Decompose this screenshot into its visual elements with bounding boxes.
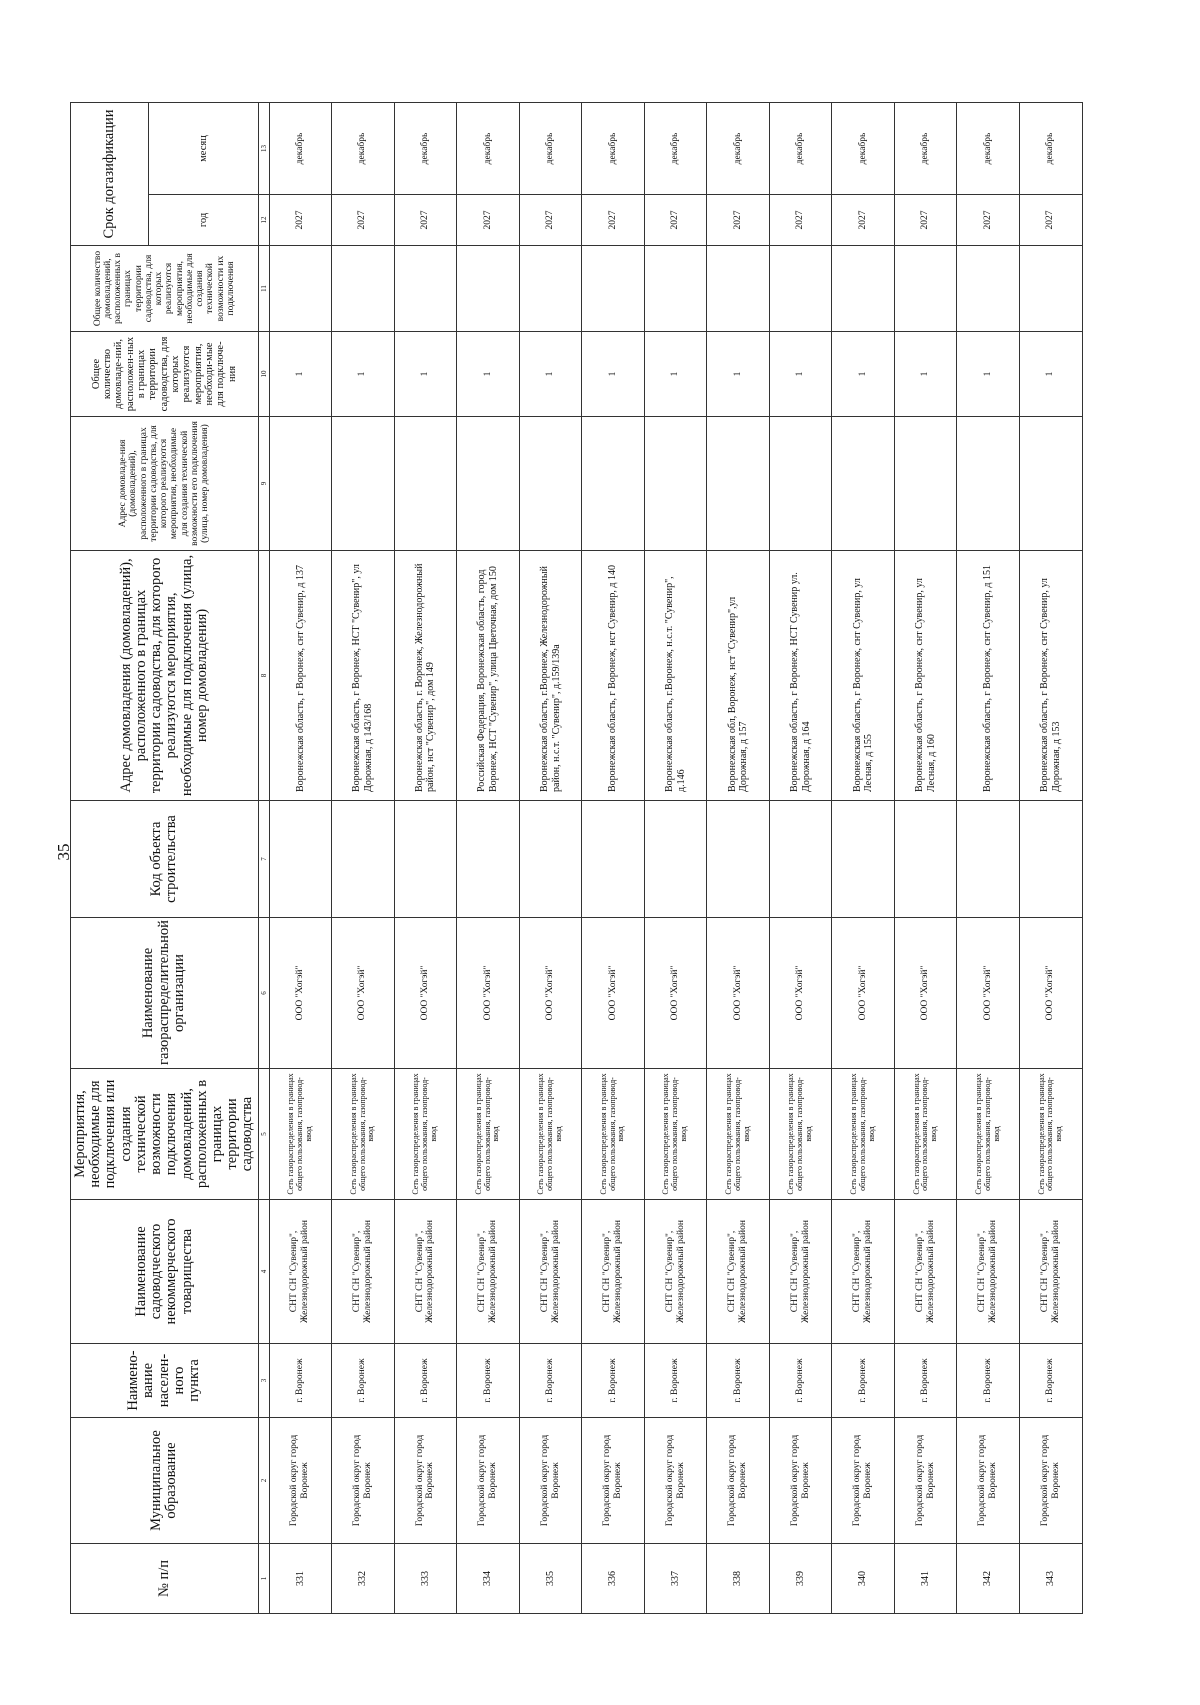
address-cell: Воронежская область, г Воронеж, снт Сувенир, ул Лесная, д 155 xyxy=(832,551,895,801)
measures-cell: Сеть газораспределения в границах общего пользования, газопровод-ввод xyxy=(519,1069,582,1200)
address-cell: Воронежская область, г. Воронеж, Железнодорожный район, нст "Сувенир", дом 149 xyxy=(394,551,457,801)
year-cell: 2027 xyxy=(519,195,582,246)
address-cell: Воронежская область, г Воронеж, НСТ "Сувенир", ул Дорожная, д 143/168 xyxy=(332,551,395,801)
count-tech-cell xyxy=(644,246,707,332)
table-row xyxy=(394,102,457,1613)
measures-cell: Сеть газораспределения в границах общего пользования, газопровод-ввод xyxy=(1020,1069,1083,1200)
count-tech-cell xyxy=(394,246,457,332)
address-cell: Воронежская область, г.Воронеж, Железнодорожный район, н.с.т. "Сувенир", д.159/139а xyxy=(519,551,582,801)
partnership-cell: СНТ СН "Сувенир", Железнодорожный район xyxy=(707,1200,770,1344)
rotated-table-frame xyxy=(70,103,1071,1614)
column-number: 3 xyxy=(258,1344,269,1418)
address-cell: Воронежская обл, Воронеж, нст "Сувенир",ул Дорожная, д 157 xyxy=(707,551,770,801)
header-object-code: Код объекта строительства xyxy=(71,801,259,918)
measures-cell: Сеть газораспределения в границах общего пользования, газопровод-ввод xyxy=(957,1069,1020,1200)
row-number: 338 xyxy=(707,1544,770,1614)
count-tech-cell xyxy=(957,246,1020,332)
settlement-cell: г. Воронеж xyxy=(1020,1344,1083,1418)
municipality-cell: Городской округ город Воронеж xyxy=(894,1418,957,1544)
count-tech-cell xyxy=(269,246,332,332)
header-address: Адрес домовладения (домовладений), расположенного в границах территории садоводства, для которого реализуются мероприятия, необходимые для подключения (улица, номер домовладения) xyxy=(71,551,259,801)
municipality-cell: Городской округ город Воронеж xyxy=(332,1418,395,1544)
month-cell: декабрь xyxy=(707,102,770,194)
month-cell: декабрь xyxy=(957,102,1020,194)
column-number: 7 xyxy=(258,801,269,918)
address-cell: Воронежская область, г.Воронеж, н.с.т. "Сувенир", д.146 xyxy=(644,551,707,801)
table-row xyxy=(582,102,645,1613)
address-tech-cell xyxy=(957,417,1020,551)
count-cell: 1 xyxy=(644,332,707,417)
row-number: 341 xyxy=(894,1544,957,1614)
row-number: 332 xyxy=(332,1544,395,1614)
address-cell: Воронежская область, г Воронеж, нст Сувенир, д 140 xyxy=(582,551,645,801)
partnership-cell: СНТ СН "Сувенир", Железнодорожный район xyxy=(457,1200,520,1344)
object-code-cell xyxy=(457,801,520,918)
address-tech-cell xyxy=(457,417,520,551)
month-cell: декабрь xyxy=(332,102,395,194)
address-tech-cell xyxy=(832,417,895,551)
settlement-cell: г. Воронеж xyxy=(582,1344,645,1418)
settlement-cell: г. Воронеж xyxy=(519,1344,582,1418)
column-number: 12 xyxy=(258,195,269,246)
count-tech-cell xyxy=(519,246,582,332)
gas-org-cell: ООО "Хогэй" xyxy=(394,918,457,1069)
partnership-cell: СНТ СН "Сувенир", Железнодорожный район xyxy=(394,1200,457,1344)
count-tech-cell xyxy=(332,246,395,332)
gas-org-cell: ООО "Хогэй" xyxy=(457,918,520,1069)
address-cell: Воронежская область, г Воронеж, снт Сувенир, ул Лесная, д 160 xyxy=(894,551,957,801)
municipality-cell: Городской округ город Воронеж xyxy=(1020,1418,1083,1544)
year-cell: 2027 xyxy=(332,195,395,246)
partnership-cell: СНТ СН "Сувенир", Железнодорожный район xyxy=(769,1200,832,1344)
year-cell: 2027 xyxy=(1020,195,1083,246)
count-cell: 1 xyxy=(957,332,1020,417)
column-number: 6 xyxy=(258,918,269,1069)
object-code-cell xyxy=(832,801,895,918)
settlement-cell: г. Воронеж xyxy=(394,1344,457,1418)
settlement-cell: г. Воронеж xyxy=(769,1344,832,1418)
page-number: 35 xyxy=(54,843,73,861)
municipality-cell: Городской округ город Воронеж xyxy=(957,1418,1020,1544)
settlement-cell: г. Воронеж xyxy=(332,1344,395,1418)
gas-org-cell: ООО "Хогэй" xyxy=(832,918,895,1069)
header-municipality: Муниципальное образование xyxy=(71,1418,259,1544)
partnership-cell: СНТ СН "Сувенир", Железнодорожный район xyxy=(957,1200,1020,1344)
gasification-table xyxy=(70,102,1083,1614)
count-cell: 1 xyxy=(894,332,957,417)
table-row xyxy=(269,102,332,1613)
table-row xyxy=(707,102,770,1613)
column-number: 11 xyxy=(258,246,269,332)
partnership-cell: СНТ СН "Сувенир", Железнодорожный район xyxy=(644,1200,707,1344)
municipality-cell: Городской округ город Воронеж xyxy=(769,1418,832,1544)
row-number: 340 xyxy=(832,1544,895,1614)
year-cell: 2027 xyxy=(769,195,832,246)
municipality-cell: Городской округ город Воронеж xyxy=(457,1418,520,1544)
partnership-cell: СНТ СН "Сувенир", Железнодорожный район xyxy=(894,1200,957,1344)
column-number: 1 xyxy=(258,1544,269,1614)
table-row xyxy=(894,102,957,1613)
settlement-cell: г. Воронеж xyxy=(832,1344,895,1418)
header-index: № п/п xyxy=(71,1544,259,1614)
row-number: 335 xyxy=(519,1544,582,1614)
municipality-cell: Городской округ город Воронеж xyxy=(269,1418,332,1544)
municipality-cell: Городской округ город Воронеж xyxy=(644,1418,707,1544)
row-number: 337 xyxy=(644,1544,707,1614)
table-row xyxy=(832,102,895,1613)
column-number: 10 xyxy=(258,332,269,417)
table-row xyxy=(957,102,1020,1613)
column-number: 4 xyxy=(258,1200,269,1344)
measures-cell: Сеть газораспределения в границах общего пользования, газопровод-ввод xyxy=(457,1069,520,1200)
object-code-cell xyxy=(394,801,457,918)
address-tech-cell xyxy=(769,417,832,551)
count-cell: 1 xyxy=(269,332,332,417)
partnership-cell: СНТ СН "Сувенир", Железнодорожный район xyxy=(269,1200,332,1344)
column-number: 8 xyxy=(258,551,269,801)
object-code-cell xyxy=(519,801,582,918)
address-tech-cell xyxy=(582,417,645,551)
count-tech-cell xyxy=(832,246,895,332)
measures-cell: Сеть газораспределения в границах общего пользования, газопровод-ввод xyxy=(769,1069,832,1200)
count-cell: 1 xyxy=(769,332,832,417)
month-cell: декабрь xyxy=(457,102,520,194)
count-tech-cell xyxy=(457,246,520,332)
column-numbers-row xyxy=(258,102,269,1613)
gas-org-cell: ООО "Хогэй" xyxy=(582,918,645,1069)
column-number: 2 xyxy=(258,1418,269,1544)
measures-cell: Сеть газораспределения в границах общего пользования, газопровод-ввод xyxy=(644,1069,707,1200)
partnership-cell: СНТ СН "Сувенир", Железнодорожный район xyxy=(832,1200,895,1344)
gas-org-cell: ООО "Хогэй" xyxy=(519,918,582,1069)
year-cell: 2027 xyxy=(394,195,457,246)
count-cell: 1 xyxy=(519,332,582,417)
year-cell: 2027 xyxy=(832,195,895,246)
address-tech-cell xyxy=(1020,417,1083,551)
object-code-cell xyxy=(644,801,707,918)
month-cell: декабрь xyxy=(519,102,582,194)
count-cell: 1 xyxy=(582,332,645,417)
settlement-cell: г. Воронеж xyxy=(957,1344,1020,1418)
header-measures: Мероприятия, необходимые для подключения или создания технической возможности подключения домовладений, расположенных в границах территории садоводства xyxy=(71,1069,259,1200)
address-tech-cell xyxy=(644,417,707,551)
partnership-cell: СНТ СН "Сувенир", Железнодорожный район xyxy=(332,1200,395,1344)
partnership-cell: СНТ СН "Сувенир", Железнодорожный район xyxy=(1020,1200,1083,1344)
row-number: 333 xyxy=(394,1544,457,1614)
year-cell: 2027 xyxy=(894,195,957,246)
count-cell: 1 xyxy=(457,332,520,417)
year-cell: 2027 xyxy=(269,195,332,246)
year-cell: 2027 xyxy=(457,195,520,246)
count-cell: 1 xyxy=(332,332,395,417)
gas-org-cell: ООО "Хогэй" xyxy=(894,918,957,1069)
measures-cell: Сеть газораспределения в границах общего пользования, газопровод-ввод xyxy=(832,1069,895,1200)
partnership-cell: СНТ СН "Сувенир", Железнодорожный район xyxy=(582,1200,645,1344)
month-cell: декабрь xyxy=(269,102,332,194)
address-tech-cell xyxy=(269,417,332,551)
address-tech-cell xyxy=(707,417,770,551)
header-partnership: Наименование садоводческого некоммерческого товарищества xyxy=(71,1200,259,1344)
count-cell: 1 xyxy=(832,332,895,417)
header-address-tech: Адрес домовладе-ния (домовладений), расположенного в границах территории садоводства, для которого реализуются мероприятия, необходимые для создания технической возможности его подключения (улица, номер домовладения) xyxy=(71,417,259,551)
object-code-cell xyxy=(957,801,1020,918)
gas-org-cell: ООО "Хогэй" xyxy=(332,918,395,1069)
measures-cell: Сеть газораспределения в границах общего пользования, газопровод-ввод xyxy=(394,1069,457,1200)
count-cell: 1 xyxy=(394,332,457,417)
count-tech-cell xyxy=(707,246,770,332)
gas-org-cell: ООО "Хогэй" xyxy=(769,918,832,1069)
municipality-cell: Городской округ город Воронеж xyxy=(394,1418,457,1544)
address-tech-cell xyxy=(519,417,582,551)
object-code-cell xyxy=(707,801,770,918)
table-row xyxy=(457,102,520,1613)
address-tech-cell xyxy=(394,417,457,551)
object-code-cell xyxy=(269,801,332,918)
table-row xyxy=(1020,102,1083,1613)
count-tech-cell xyxy=(1020,246,1083,332)
table-row xyxy=(769,102,832,1613)
address-cell: Воронежская область, г Воронеж, снт Сувенир, д 137 xyxy=(269,551,332,801)
settlement-cell: г. Воронеж xyxy=(269,1344,332,1418)
table-row xyxy=(332,102,395,1613)
object-code-cell xyxy=(769,801,832,918)
address-cell: Воронежская область, г Воронеж, снт Сувенир, д 151 xyxy=(957,551,1020,801)
year-cell: 2027 xyxy=(707,195,770,246)
header-count-tech: Общее количество домовладений, расположенных в границах территории садоводства, для которых реализуются мероприятия, необходимые для создания технической возможности их подключения xyxy=(71,246,259,332)
row-number: 339 xyxy=(769,1544,832,1614)
header-count: Общее количество домовладе-ний, расположен-ных в границах территории садоводства, для которых реализуются мероприятия, необходи-мые для подключе-ния xyxy=(71,332,259,417)
measures-cell: Сеть газораспределения в границах общего пользования, газопровод-ввод xyxy=(582,1069,645,1200)
month-cell: декабрь xyxy=(582,102,645,194)
object-code-cell xyxy=(894,801,957,918)
object-code-cell xyxy=(332,801,395,918)
table-row xyxy=(644,102,707,1613)
rotated-table-wrapper xyxy=(70,103,1071,1614)
address-tech-cell xyxy=(894,417,957,551)
row-number: 343 xyxy=(1020,1544,1083,1614)
month-cell: декабрь xyxy=(1020,102,1083,194)
partnership-cell: СНТ СН "Сувенир", Железнодорожный район xyxy=(519,1200,582,1344)
row-number: 342 xyxy=(957,1544,1020,1614)
municipality-cell: Городской округ город Воронеж xyxy=(519,1418,582,1544)
measures-cell: Сеть газораспределения в границах общего пользования, газопровод-ввод xyxy=(894,1069,957,1200)
month-cell: декабрь xyxy=(394,102,457,194)
address-cell: Российская Федерация, Воронежская область, город Воронеж, НСТ "Сувенир", улица Цветочная, дом 150 xyxy=(457,551,520,801)
month-cell: декабрь xyxy=(894,102,957,194)
gas-org-cell: ООО "Хогэй" xyxy=(644,918,707,1069)
settlement-cell: г. Воронеж xyxy=(644,1344,707,1418)
gas-org-cell: ООО "Хогэй" xyxy=(269,918,332,1069)
column-number: 9 xyxy=(258,417,269,551)
municipality-cell: Городской округ город Воронеж xyxy=(707,1418,770,1544)
month-cell: декабрь xyxy=(832,102,895,194)
year-cell: 2027 xyxy=(957,195,1020,246)
address-cell: Воронежская область, г Воронеж, НСТ Сувенир ул. Дорожная, д 164 xyxy=(769,551,832,801)
row-number: 334 xyxy=(457,1544,520,1614)
measures-cell: Сеть газораспределения в границах общего пользования, газопровод-ввод xyxy=(332,1069,395,1200)
municipality-cell: Городской округ город Воронеж xyxy=(832,1418,895,1544)
header-gas-org: Наименование газораспределительной организации xyxy=(71,918,259,1069)
gas-org-cell: ООО "Хогэй" xyxy=(1020,918,1083,1069)
year-cell: 2027 xyxy=(582,195,645,246)
address-tech-cell xyxy=(332,417,395,551)
table-body xyxy=(269,102,1082,1613)
settlement-cell: г. Воронеж xyxy=(457,1344,520,1418)
object-code-cell xyxy=(1020,801,1083,918)
month-cell: декабрь xyxy=(769,102,832,194)
address-cell: Воронежская область, г Воронеж, снт Сувенир, ул Дорожная, д 153 xyxy=(1020,551,1083,801)
object-code-cell xyxy=(582,801,645,918)
header-month: месяц xyxy=(148,102,258,194)
settlement-cell: г. Воронеж xyxy=(894,1344,957,1418)
month-cell: декабрь xyxy=(644,102,707,194)
header-deadline: Срок догазификации xyxy=(71,102,149,245)
table-row xyxy=(519,102,582,1613)
count-cell: 1 xyxy=(1020,332,1083,417)
column-number: 13 xyxy=(258,102,269,194)
gas-org-cell: ООО "Хогэй" xyxy=(957,918,1020,1069)
header-settlement: Наимено-вание населен-ного пункта xyxy=(71,1344,259,1418)
count-tech-cell xyxy=(582,246,645,332)
municipality-cell: Городской округ город Воронеж xyxy=(582,1418,645,1544)
header-year: год xyxy=(148,195,258,246)
count-tech-cell xyxy=(769,246,832,332)
gas-org-cell: ООО "Хогэй" xyxy=(707,918,770,1069)
settlement-cell: г. Воронеж xyxy=(707,1344,770,1418)
column-number: 5 xyxy=(258,1069,269,1200)
row-number: 336 xyxy=(582,1544,645,1614)
count-cell: 1 xyxy=(707,332,770,417)
count-tech-cell xyxy=(894,246,957,332)
measures-cell: Сеть газораспределения в границах общего пользования, газопровод-ввод xyxy=(707,1069,770,1200)
year-cell: 2027 xyxy=(644,195,707,246)
measures-cell: Сеть газораспределения в границах общего пользования, газопровод-ввод xyxy=(269,1069,332,1200)
row-number: 331 xyxy=(269,1544,332,1614)
